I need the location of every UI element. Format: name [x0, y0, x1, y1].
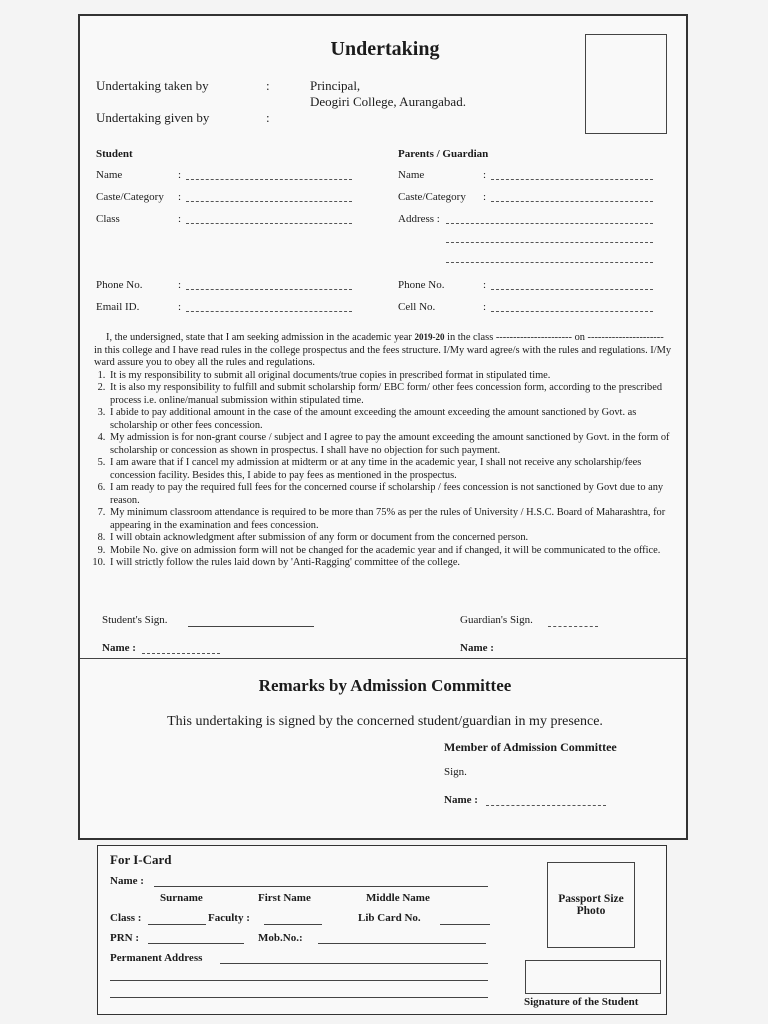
guardian-caste-field[interactable] — [491, 201, 653, 202]
guardian-caste-label: Caste/Category — [398, 191, 466, 203]
address-field-1[interactable] — [220, 963, 488, 964]
lib-card-label: Lib Card No. — [358, 912, 421, 924]
given-by-colon: : — [266, 110, 270, 125]
remarks-name-field[interactable] — [486, 805, 606, 806]
student-name-label: Name — [96, 169, 123, 181]
guardian-address-label: Address : — [398, 213, 440, 225]
guardian-address-field-3[interactable] — [446, 262, 653, 263]
student-heading: Student — [96, 148, 133, 160]
taken-by-value-line2: Deogiri College, Aurangabad. — [310, 94, 466, 109]
declaration — [94, 331, 674, 570]
remarks-name-label: Name : — [444, 794, 478, 806]
passport-photo-label: Passport Size Photo — [558, 893, 624, 917]
taken-by-colon: : — [266, 78, 270, 93]
faculty-label: Faculty : — [208, 912, 250, 924]
prn-label: PRN : — [110, 932, 140, 944]
guardian-cell-label: Cell No. — [398, 301, 436, 313]
guardian-address-field-1[interactable] — [446, 223, 653, 224]
first-name-label: First Name — [258, 892, 311, 904]
rule-item: 10. I will strictly follow the rules laid down by 'Anti-Ragging' committee of the college. — [108, 557, 674, 570]
student-sign-name-field[interactable] — [142, 653, 220, 654]
icard-title: For I-Card — [110, 852, 172, 867]
student-class-field[interactable] — [186, 223, 352, 224]
guardian-name-label: Name — [398, 169, 425, 181]
lib-card-field[interactable] — [440, 924, 490, 925]
student-sign-label: Student's Sign. — [102, 614, 168, 626]
student-class-label: Class — [96, 213, 120, 225]
guardian-sign-line[interactable] — [548, 626, 598, 627]
class-label: Class : — [110, 912, 142, 924]
section-divider — [80, 658, 686, 659]
mob-field[interactable] — [318, 943, 486, 944]
address-field-2[interactable] — [110, 980, 488, 981]
mob-label: Mob.No.: — [258, 932, 303, 944]
address-field-3[interactable] — [110, 997, 488, 998]
student-name-field[interactable] — [186, 179, 352, 180]
taken-by-value-line1: Principal, — [310, 78, 361, 93]
given-by-label: Undertaking given by — [96, 110, 210, 125]
remarks-title: Remarks by Admission Committee — [258, 676, 512, 695]
rule-item: 8. I will obtain acknowledgment after submission of any form or document from the concerned person. — [108, 532, 674, 545]
rule-item: 6. I am ready to pay the required full fees for the concerned course if scholarship / fees concession is not sanctioned by Govt due to any reason. — [108, 482, 674, 507]
rules-list — [94, 370, 674, 570]
icard-form — [97, 845, 667, 1015]
photo-placeholder — [585, 34, 667, 134]
taken-by-label: Undertaking taken by — [96, 78, 209, 93]
academic-year: 2019-20 — [414, 332, 445, 342]
student-sign-line[interactable] — [188, 626, 314, 627]
undertaking-form: Undertaking Undertaking taken by : Principal, Deogiri College, Aurangabad. Undertaking given by : Student Name : Caste/Category : Class : Phone No. : Email ID. : Parents / Guardian Name : Caste/Category : Address : Phone No. : Cell No. : I, the undersigned, state that I am seeking admission in the academic year 2019-20 in the class ---------------------- on ---------------------- in this college and I have read rules in the college prospectus and the fees structure. I/My ward agree/s with the rules and regulations. I/My ward assure you to obey all the rules and regulations. 1. It is my responsibility to submit all original documents/true copies in prescribed format in stipulated time. 2. It is also my responsibility to fulfill and submit scholarship form/ EBC form/ other fees concession form, according to the prescribed process i.e. online/manual submission within stipulated time. 3. I abide to pay additional amount in the case of the amount exceeding the amount exceeding the amount sanctioned by Govt. as scholarship or other fees concession. 4. My admission is for non-grant course / subject and I agree to pay the amount exceeding the amount sanctioned by Govt. in the form of scholarship or concession as shown in prospectus. I shall have no objection for such payment. 5. I am aware that if I cancel my admission at midterm or at any time in the academic year, I shall not receive any scholarship/fees concession facility. Besides this, I abide to pay fees as mentioned in the prospectus. 6. I am ready to pay the required full fees for the concerned course if scholarship / fees concession is not sanctioned by Govt due to any reason. 7. My minimum classroom attendance is required to be more than 75% as per the rules of University / H.S.C. Board of Maharashtra, for appearing in the examination and fees concession. 8. I will obtain acknowledgment after submission of any form or document from the concerned person. 9. Mobile No. give on admission form will not be changed for the academic year and if changed, it will be communicated to the office. 10. I will strictly follow the rules laid down by 'Anti-Ragging' committee of the college. Student's Sign. Name : Guardian's Sign. Name : Remarks by Admission Committee This undertaking is signed by the concerned student/guardian in my presence. Member of Admission Committee Sign. Name : — [78, 14, 688, 840]
guardian-name-sign-label: Name : — [460, 642, 494, 654]
passport-photo-box — [547, 862, 635, 948]
icard-name-label: Name : — [110, 875, 144, 887]
form-title: Undertaking — [330, 38, 440, 60]
remarks-statement: This undertaking is signed by the concerned student/guardian in my presence. — [167, 714, 603, 729]
guardian-name-field[interactable] — [491, 179, 653, 180]
student-signature-box[interactable] — [525, 960, 661, 994]
declaration-intro: I, the undersigned, state that I am seeking admission in the academic year 2019-20 in the class ---------------------- on ---------------------- in this college and I have read rules in the college prospectus and the fees structure. I/My ward agree/s with the rules and regulations. I/My ward assure you to obey all the rules and regulations. — [94, 332, 672, 368]
signature-of-student-label: Signature of the Student — [524, 996, 639, 1008]
member-label: Member of Admission Committee — [444, 740, 617, 754]
student-phone-label: Phone No. — [96, 279, 143, 291]
remarks-sign-label: Sign. — [444, 766, 467, 778]
rule-item: 4. My admission is for non-grant course / subject and I agree to pay the amount exceeding the amount sanctioned by Govt. in the form of scholarship or concession as shown in prospectus. I shall have no objection for such payment. — [108, 432, 674, 457]
student-caste-label: Caste/Category — [96, 191, 164, 203]
guardian-heading: Parents / Guardian — [398, 148, 489, 160]
guardian-sign-label: Guardian's Sign. — [460, 614, 533, 626]
student-email-label: Email ID. — [96, 301, 140, 313]
rule-item: 3. I abide to pay additional amount in the case of the amount exceeding the amount exceeding the amount sanctioned by Govt. as scholarship or other fees concession. — [108, 407, 674, 432]
student-email-field[interactable] — [186, 311, 352, 312]
middle-name-label: Middle Name — [366, 892, 430, 904]
student-caste-field[interactable] — [186, 201, 352, 202]
permanent-address-label: Permanent Address — [110, 952, 203, 964]
surname-label: Surname — [160, 892, 203, 904]
guardian-cell-field[interactable] — [491, 311, 653, 312]
prn-field[interactable] — [148, 943, 244, 944]
rule-item: 5. I am aware that if I cancel my admission at midterm or at any time in the academic year, I shall not receive any scholarship/fees concession facility. Besides this, I abide to pay fees as mentioned in the prospectus. — [108, 457, 674, 482]
guardian-phone-label: Phone No. — [398, 279, 445, 291]
class-field[interactable] — [148, 924, 206, 925]
icard-name-field[interactable] — [154, 886, 488, 887]
faculty-field[interactable] — [264, 924, 322, 925]
guardian-address-field-2[interactable] — [446, 242, 653, 243]
rule-item: 1. It is my responsibility to submit all original documents/true copies in prescribed format in stipulated time. — [108, 370, 674, 383]
rule-item: 7. My minimum classroom attendance is required to be more than 75% as per the rules of University / H.S.C. Board of Maharashtra, for appearing in the examination and fees concession. — [108, 507, 674, 532]
rule-item: 2. It is also my responsibility to fulfill and submit scholarship form/ EBC form/ other fees concession form, according to the prescribed process i.e. online/manual submission within stipulated time. — [108, 382, 674, 407]
guardian-phone-field[interactable] — [491, 289, 653, 290]
rule-item: 9. Mobile No. give on admission form will not be changed for the academic year and if changed, it will be communicated to the office. — [108, 545, 674, 558]
student-phone-field[interactable] — [186, 289, 352, 290]
student-name-sign-label: Name : — [102, 642, 136, 654]
